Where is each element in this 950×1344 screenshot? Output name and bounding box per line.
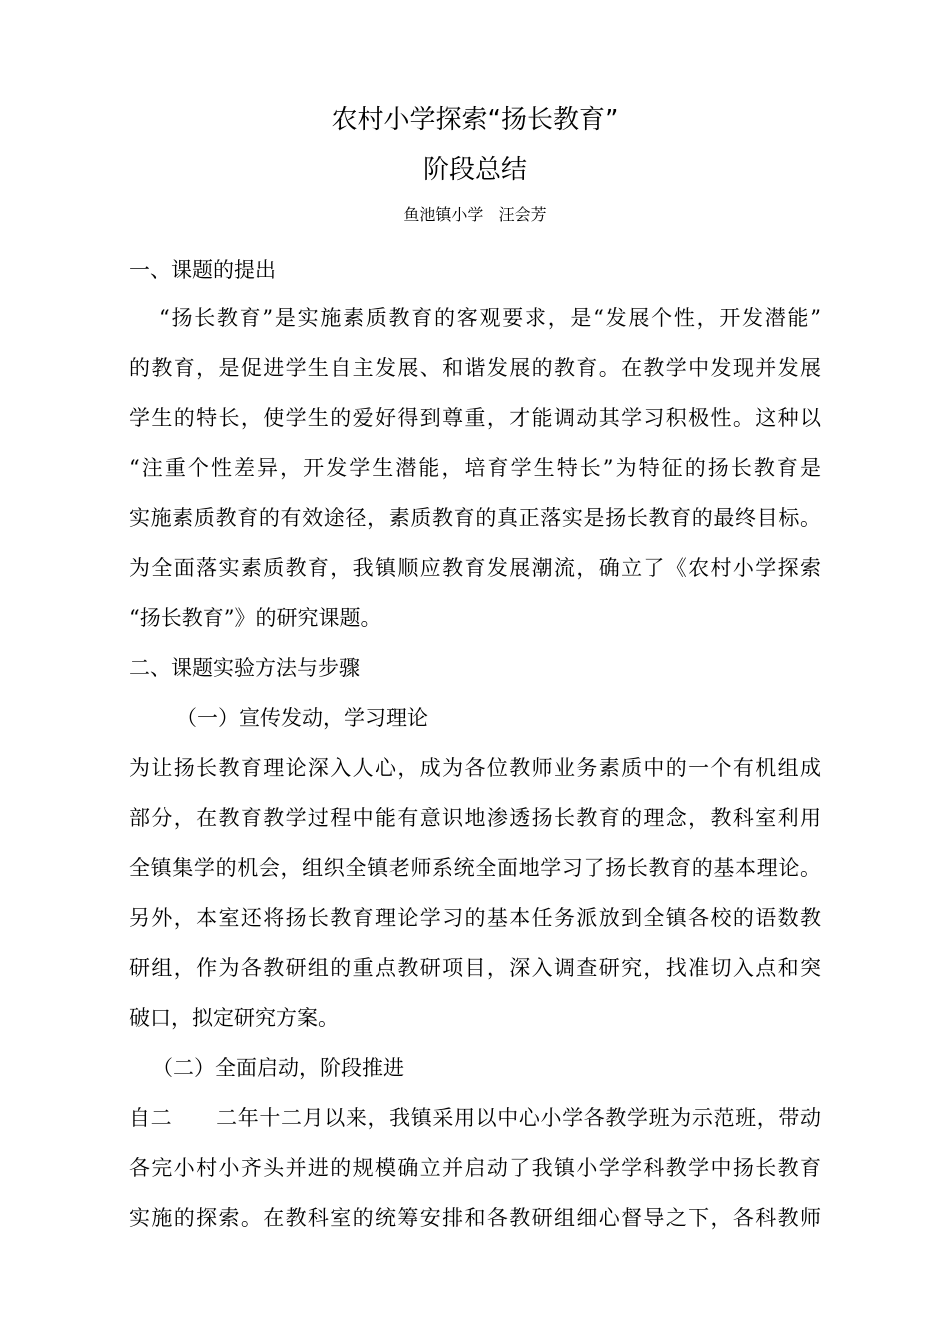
section-heading-2: 二、课题实验方法与步骤: [129, 656, 360, 680]
author-line: 鱼池镇小学 汪会芳: [403, 205, 547, 224]
paragraph-line: 为全面落实素质教育，我镇顺应教育发展潮流，确立了《农村小学探索: [129, 556, 821, 580]
paragraph-line: 研组，作为各教研组的重点教研项目，深入调查研究，找准切入点和突: [129, 956, 821, 980]
subsection-heading-1: （一）宣传发动，学习理论: [176, 706, 428, 730]
paragraph-line: 实施的探索。在教科室的统筹安排和各教研组细心督导之下，各科教师: [129, 1206, 821, 1230]
paragraph-line: “扬长教育”是实施素质教育的客观要求，是“发展个性，开发潜能”: [159, 306, 821, 330]
section-heading-1: 一、课题的提出: [129, 258, 276, 282]
paragraph-line: 为让扬长教育理论深入人心，成为各位教师业务素质中的一个有机组成: [129, 756, 821, 780]
paragraph-line: 全镇集学的机会，组织全镇老师系统全面地学习了扬长教育的基本理论。: [129, 856, 821, 880]
subsection-heading-2: （二）全面启动，阶段推进: [152, 1056, 404, 1080]
paragraph-line: “注重个性差异，开发学生潜能，培育学生特长”为特征的扬长教育是: [129, 456, 821, 480]
paragraph-line: 部分，在教育教学过程中能有意识地渗透扬长教育的理念，教科室利用: [129, 806, 821, 830]
paragraph-line: 学生的特长，使学生的爱好得到尊重，才能调动其学习积极性。这种以: [129, 406, 821, 430]
paragraph-line: 各完小村小齐头并进的规模确立并启动了我镇小学学科教学中扬长教育: [129, 1156, 821, 1180]
paragraph-line: 另外，本室还将扬长教育理论学习的基本任务派放到全镇各校的语数教: [129, 906, 821, 930]
paragraph-line: 破口，拟定研究方案。: [129, 1006, 339, 1030]
document-title: 农村小学探索“扬长教育”: [331, 105, 619, 135]
paragraph-line: “扬长教育”》的研究课题。: [129, 606, 382, 630]
document-subtitle: 阶段总结: [422, 155, 527, 185]
paragraph-line: 实施素质教育的有效途径，素质教育的真正落实是扬长教育的最终目标。: [129, 506, 821, 530]
paragraph-line: 的教育，是促进学生自主发展、和谐发展的教育。在教学中发现并发展: [129, 356, 821, 380]
paragraph-line: 自二 二年十二月以来，我镇采用以中心小学各教学班为示范班，带动: [129, 1106, 821, 1130]
